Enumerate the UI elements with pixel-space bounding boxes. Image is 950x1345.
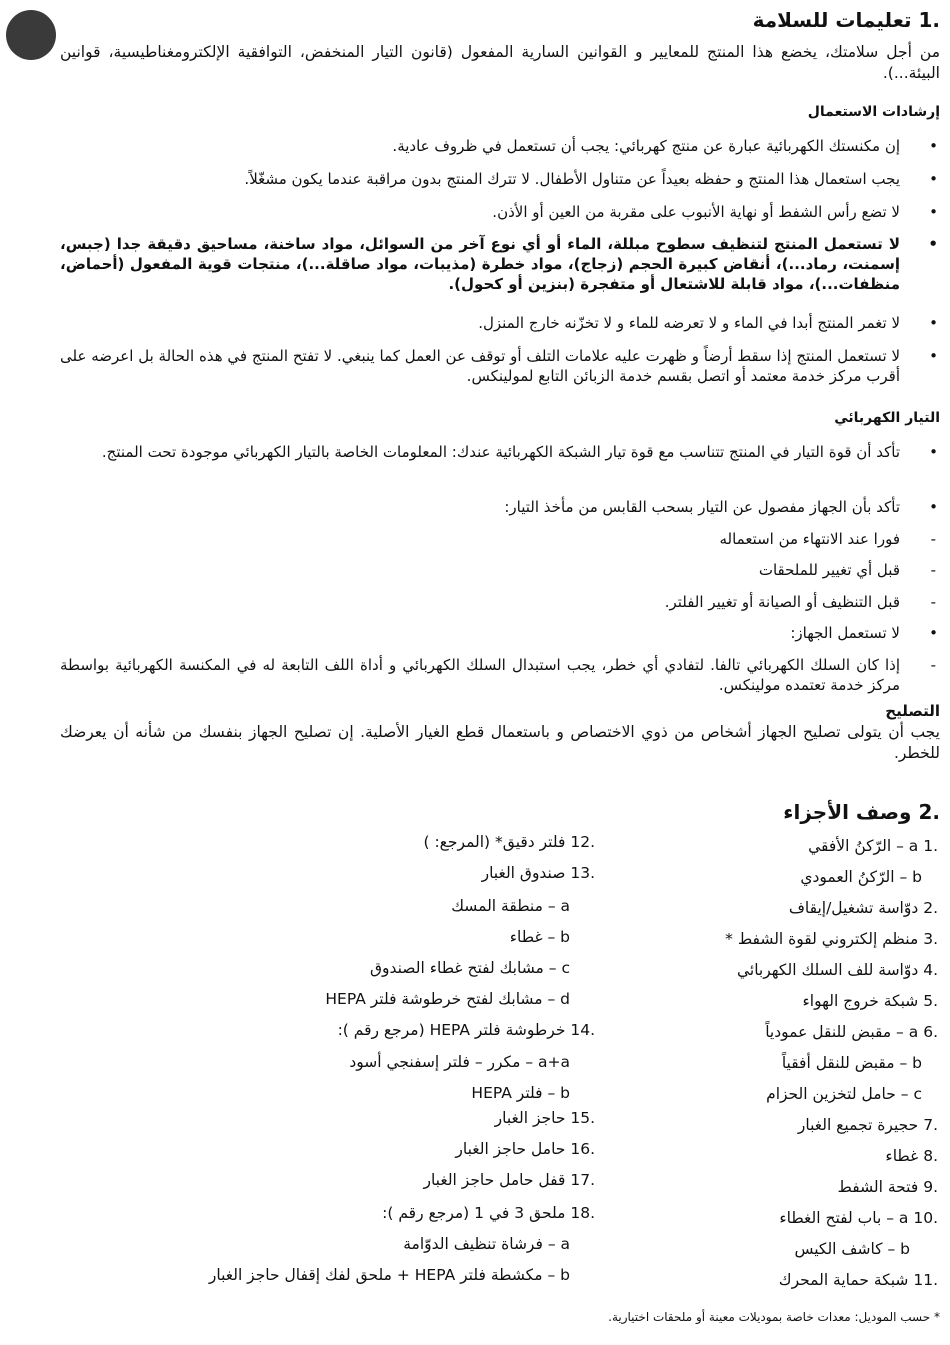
footnote: * حسب الموديل: معدات خاصة بموديلات معينة أو ملحقات اختيارية. [608, 1310, 940, 1324]
part-item: .9 فتحة الشفط [837, 1178, 938, 1196]
power-item: • تأكد أن قوة التيار في المنتج تتناسب مع قوة تيار الشبكة الكهربائية عندك: المعلومات الخاصة بالتيار الكهربائي موجودة تحت المنتج. [101, 443, 938, 461]
power-heading: التيار الكهربائي [834, 410, 940, 426]
power-item: • تأكد بأن الجهاز مفصول عن التيار بسحب القابس من مأخذ التيار: [504, 498, 938, 516]
dash-marker: - [930, 593, 936, 611]
usage-item-warning: • لا تستعمل المنتج لتنظيف سطوح مبللة، الماء أو أي نوع آخر من السوائل، مواد ساخنة، مساحيق دقيقة جدا (جبس، إسمنت، رماد...)، أنقاض كبيرة الحجم (زجاج)، مواد خطرة (مذيبات، مواد صاقلة...)، منتجات قوية المفعول (أحماض، منظفات...)، مواد قابلة للاشتعال أو متفجرة (بنزين أو كحول). [60, 235, 938, 293]
part-item: .16 حامل حاجز الغبار [455, 1140, 595, 1158]
section-2-heading [783, 800, 940, 824]
usage-item: • لا تضع رأس الشفط أو نهاية الأنبوب على مقربة من العين أو الأذن. [492, 203, 938, 221]
bullet-icon: • [929, 203, 938, 221]
repair-heading: التصليح [885, 702, 940, 720]
part-item: .10 a – باب لفتح الغطاء [779, 1209, 938, 1227]
power-subitem: - إذا كان السلك الكهربائي تالفا. لتفادي أي خطر، يجب استبدال السلك الكهربائي و أداة اللف التابعة له في المكنسة الكهربائية بواسطة مركز خدمة تعتمده مولينكس. [60, 656, 936, 694]
bullet-icon: • [929, 443, 938, 461]
part-item: .8 غطاء [885, 1147, 938, 1165]
part-item: .5 شبكة خروج الهواء [802, 992, 938, 1010]
part-item: .2 دوّاسة تشغيل/إيقاف [788, 899, 938, 917]
dash-marker: - [930, 530, 936, 548]
section-1-heading [753, 8, 940, 32]
usage-item: • إن مكنستك الكهربائية عبارة عن منتج كهربائي: يجب أن تستعمل في ظروف عادية. [392, 137, 938, 155]
part-item: b – الرّكنُ العمودي [800, 868, 922, 886]
part-item: a – منطقة المسك [451, 897, 570, 915]
power-subitem: - فورا عند الانتهاء من استعماله [719, 530, 936, 548]
part-item: .3 منظم إلكتروني لقوة الشفط * [725, 930, 938, 948]
power-subitem: - قبل التنظيف أو الصيانة أو تغيير الفلتر. [664, 593, 936, 611]
bullet-icon: • [929, 347, 938, 365]
part-item: c – حامل لتخزين الحزام [766, 1085, 922, 1103]
bullet-icon: • [928, 235, 938, 253]
part-item: .7 حجيرة تجميع الغبار [797, 1116, 938, 1134]
usage-item: • لا تغمر المنتج أبدا في الماء و لا تعرضه للماء و لا تخزّنه خارج المنزل. [478, 314, 938, 332]
dash-marker: - [930, 561, 936, 579]
bullet-icon: • [929, 624, 938, 642]
section-2-title: وصف الأجزاء [783, 800, 912, 824]
section-1-title: تعليمات للسلامة [752, 8, 912, 32]
section-1-number: .1 [918, 8, 940, 32]
usage-item: • يجب استعمال هذا المنتج و حفظه بعيداً عن متناول الأطفال. لا تترك المنتج بدون مراقبة عندما يكون مشغّلاً. [244, 170, 938, 188]
part-item: b – مقبض للنقل أفقياً [781, 1054, 922, 1072]
part-item: b – غطاء [509, 928, 570, 946]
part-item: a+a – مكرر – فلتر إسفنجي أسود [349, 1053, 570, 1071]
part-item: .17 قفل حامل حاجز الغبار [423, 1171, 595, 1189]
part-item: .6 a – مقبض للنقل عمودياً [765, 1023, 938, 1041]
usage-item: • لا تستعمل المنتج إذا سقط أرضاً و ظهرت عليه علامات التلف أو توقف عن العمل كما ينبغي. لا تفتح المنتج في هذه الحالة بل اعرضه على أقرب مركز خدمة معتمد أو اتصل بقسم خدمة الزبائن التابع لمولينكس. [60, 347, 938, 385]
part-item: b – كاشف الكيس [794, 1240, 910, 1258]
part-item: .13 صندوق الغبار [481, 864, 595, 882]
power-subitem: - قبل أي تغيير للملحقات [758, 561, 936, 579]
part-item: .4 دوّاسة للف السلك الكهربائي [736, 961, 938, 979]
part-item: .15 حاجز الغبار [494, 1109, 595, 1127]
dash-marker: - [930, 656, 936, 674]
bullet-icon: • [929, 137, 938, 155]
part-item: .12 فلتر دقيق* (المرجع: ) [423, 833, 595, 851]
repair-text: يجب أن يتولى تصليح الجهاز أشخاص من ذوي الاختصاص و باستعمال قطع الغيار الأصلية. إن تصليح الجهاز بنفسك من شأنه أن يعرضك للخطر. [60, 723, 940, 762]
bullet-icon: • [929, 498, 938, 516]
part-item: c – مشابك لفتح غطاء الصندوق [369, 959, 570, 977]
part-item: d – مشابك لفتح خرطوشة فلتر HEPA [325, 990, 570, 1008]
bullet-icon: • [929, 314, 938, 332]
part-item: .14 خرطوشة فلتر HEPA (مرجع رقم ): [337, 1021, 595, 1039]
part-item: .11 شبكة حماية المحرك [778, 1271, 938, 1289]
part-item: b – مكشطة فلتر HEPA + ملحق لفك إقفال حاجز الغبار [208, 1266, 570, 1284]
safety-intro: من أجل سلامتك، يخضع هذا المنتج للمعايير و القوانين السارية المفعول (قانون التيار المنخفض، التوافقية الإلكترومغناطيسية، قوانين البيئة...). [60, 43, 940, 82]
part-item: .1 a – الرّكنُ الأفقي [808, 837, 938, 855]
section-2-number: .2 [918, 800, 940, 824]
power-item: • لا تستعمل الجهاز: [790, 624, 938, 642]
bullet-icon: • [929, 170, 938, 188]
part-item: .18 ملحق 3 في 1 (مرجع رقم ): [382, 1204, 595, 1222]
part-item: a – فرشاة تنظيف الدوّامة [403, 1235, 570, 1253]
page-marker-circle [6, 10, 56, 60]
usage-heading: إرشادات الاستعمال [807, 104, 940, 120]
part-item: b – فلتر HEPA [471, 1084, 570, 1102]
